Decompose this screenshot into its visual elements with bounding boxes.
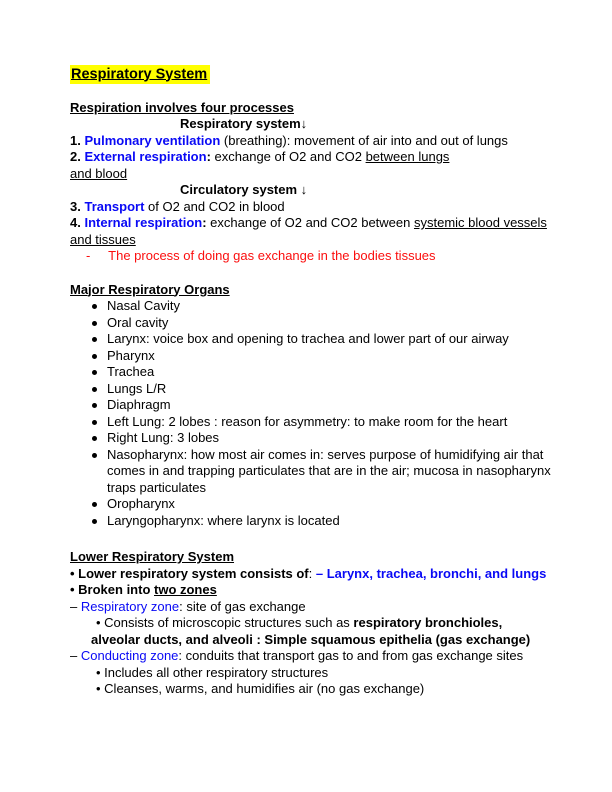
text-segment: – [70,648,81,663]
text-segment: 1. [70,132,85,148]
text-segment: of O2 and CO2 in blood [144,198,285,214]
text-segment: : [202,215,207,230]
process-4-continuation [70,232,570,249]
text-segment: – [70,598,81,614]
respiratory-zone-detail-2 [70,632,570,649]
process-3 [70,199,570,216]
text-segment: Pharynx [107,347,155,363]
bullet-marker [92,337,97,342]
text-segment: Nasal Cavity [107,298,180,313]
text-segment: Lungs L/R [107,380,167,396]
organ-pharynx [70,348,570,365]
bullet-marker [92,321,97,326]
subheading-respiratory-system [70,116,570,133]
process-4 [70,215,570,232]
text-segment: two zones [154,582,217,597]
text-segment: respiratory bronchioles, [353,615,503,630]
text-segment: and blood [70,165,128,181]
text-segment: : conduits that transport gas to and from gas exchange sites [178,648,524,663]
document-title [70,66,570,83]
bullet-marker [92,519,97,524]
text-segment: Oral cavity [107,314,169,330]
text-segment: Respiratory zone [80,598,180,614]
bullet-marker [92,354,97,359]
organ-right-lung [70,430,570,447]
text-segment: Left Lung: 2 lobes : reason for asymmetry: to make room for the heart [107,413,508,429]
organ-diaphragm [70,397,570,414]
conducting-zone [70,648,570,665]
text-segment: • Consists of microscopic structures such as [96,615,354,630]
text-segment: Circulatory system ↓ [180,182,308,197]
bullet-marker [92,502,97,507]
respiratory-zone [70,599,570,616]
text-segment: Conducting zone [80,648,179,663]
text-segment: Larynx: voice box and opening to trachea and lower part of our airway [107,331,509,346]
organ-lungs [70,381,570,398]
text-segment: – Larynx, trachea, bronchi, and lungs [315,565,547,581]
text-segment: Internal respiration [84,215,203,230]
heading-major-organs [70,282,570,299]
text-segment: 4. [70,215,85,230]
text-segment: comes in and trapping particulates that are in the air; mucosa in nasopharynx [107,463,551,478]
text-segment: Right Lung: 3 lobes [107,430,220,445]
red-note [70,248,570,265]
text-segment: Major Respiratory Organs [70,281,230,297]
text-segment: - The process of doing gas exchange in the bodies tissues [86,248,436,263]
organ-nasopharynx-continuation-1 [70,463,570,480]
text-segment: Diaphragm [107,397,171,412]
text-segment: (breathing): movement of air into and out of lungs [220,132,508,148]
text-segment: : [308,565,316,581]
conducting-zone-detail-2 [70,681,570,698]
process-1 [70,133,570,150]
organ-oral-cavity [70,315,570,332]
subheading-circulatory-system [70,182,570,199]
organ-laryngopharynx [70,513,570,530]
process-2-continuation [70,166,570,183]
bullet-marker [92,453,97,458]
organ-trachea [70,364,570,381]
text-segment: : [206,149,211,164]
text-segment: 3. [70,198,85,214]
bullet-marker [92,304,97,309]
text-segment: between lungs [365,149,450,164]
text-segment: • Cleanses, warms, and humidifies air (no gas exchange) [96,681,425,696]
text-segment: Lower Respiratory System [70,549,235,564]
text-segment: Oropharynx [107,496,175,511]
heading-respiration-processes [70,100,570,117]
bullet-marker [92,403,97,408]
heading-lower-respiratory [70,549,570,566]
text-segment: exchange of O2 and CO2 between [206,215,414,230]
text-segment: : site of gas exchange [179,598,306,614]
organ-nasal-cavity [70,298,570,315]
text-segment: Respiration involves four processes [70,99,294,115]
text-segment: Laryngopharynx: where larynx is located [107,512,340,528]
text-segment: Transport [84,198,145,214]
respiratory-zone-detail-1 [70,615,570,632]
lower-consists-of [70,566,570,583]
text-segment: exchange of O2 and CO2 [210,149,366,164]
document-content [70,66,570,698]
text-segment: Pulmonary ventilation [84,132,221,148]
text-segment: systemic blood vessels [413,215,547,230]
text-segment: • Lower respiratory system consists of [70,565,309,581]
organ-nasopharynx-continuation-2 [70,480,570,497]
bullet-marker [92,420,97,425]
text-segment: External respiration [84,149,207,164]
bullet-marker [92,436,97,441]
bullet-marker [92,387,97,392]
organ-larynx [70,331,570,348]
text-segment: • Broken into [70,582,154,597]
process-2 [70,149,570,166]
text-segment: • Includes all other respiratory structures [96,664,329,680]
organ-nasopharynx [70,447,570,464]
text-segment: Respiratory system↓ [180,116,308,131]
organ-oropharynx [70,496,570,513]
lower-two-zones [70,582,570,599]
conducting-zone-detail-1 [70,665,570,682]
text-segment: Trachea [107,364,155,379]
text-segment: traps particulates [107,479,206,495]
text-segment: alveolar ducts, and alveoli : Simple squamous epithelia (gas exchange) [91,631,531,647]
text-segment: Nasopharynx: how most air comes in: serves purpose of humidifying air that [107,446,544,462]
text-segment: 2. [70,149,85,164]
text-segment: and tissues [70,231,136,247]
bullet-marker [92,370,97,375]
organ-left-lung [70,414,570,431]
text-segment: Respiratory System [70,65,210,84]
